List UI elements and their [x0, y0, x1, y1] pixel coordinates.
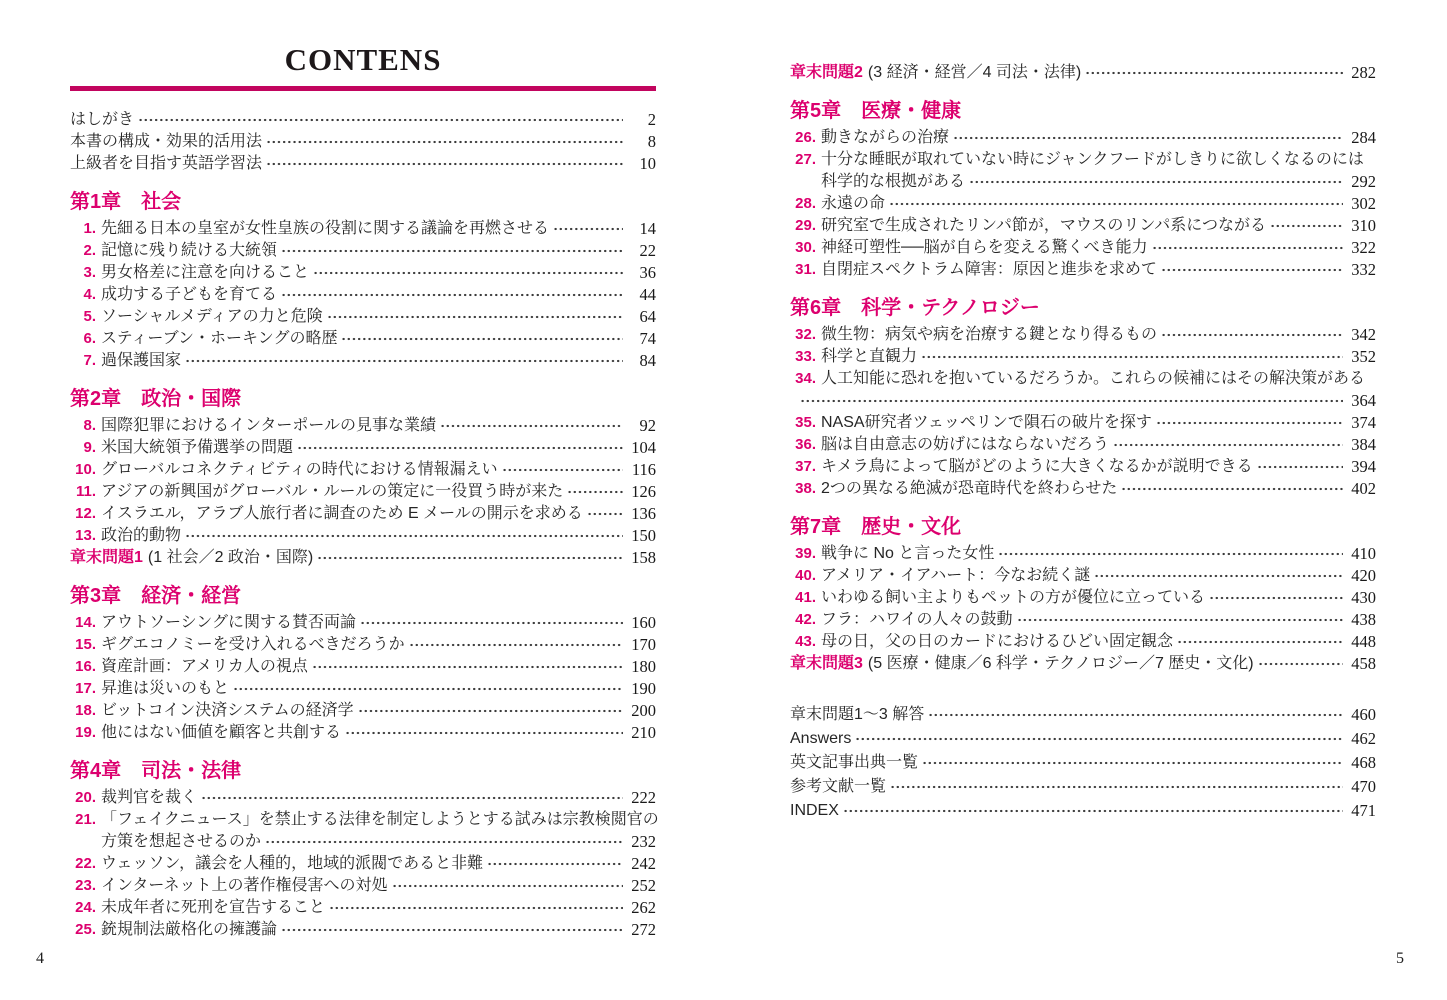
toc-entry: [790, 609, 1376, 631]
entry-number: 28.: [795, 195, 816, 212]
dot-leader: [553, 221, 623, 237]
entry-title: キメラ鳥によって脳がどのように大きくなるかが説明できる: [821, 458, 1253, 475]
entry-number: 41.: [795, 589, 816, 606]
entry-title: 記憶に残り続ける大統領: [101, 242, 278, 259]
toc-entry: [70, 109, 656, 131]
dot-leader: [185, 353, 623, 369]
dot-leader: [855, 731, 1343, 747]
entry-number: 10.: [75, 461, 96, 478]
entry-number: 24.: [75, 899, 96, 916]
dot-leader: [1161, 262, 1343, 278]
dot-leader: [345, 725, 623, 741]
entry-title: いわゆる飼い主よりもペットの方が優位に立っている: [821, 589, 1206, 606]
entry-page-number: 10: [639, 154, 656, 173]
entry-title: 神経可塑性──脳が自らを変える驚くべき能力: [821, 239, 1148, 256]
entry-title: 脳は自由意志の妨げにはならないだろう: [821, 436, 1110, 453]
chapter-section: [70, 583, 656, 744]
entry-number: 12.: [75, 505, 96, 522]
dot-leader: [1209, 590, 1343, 606]
entry-number: 25.: [75, 921, 96, 938]
entry-page-number: 222: [631, 788, 656, 807]
entry-title: 動きながらの治療: [821, 129, 950, 146]
toc-entry: [790, 703, 1376, 727]
toc-entry: [70, 437, 656, 459]
dot-leader: [358, 703, 623, 719]
dot-leader: [1257, 459, 1343, 475]
toc-entry: [70, 656, 656, 678]
dot-leader: [297, 440, 623, 456]
entry-number: 15.: [75, 636, 96, 653]
toc-entry: [70, 875, 656, 897]
entry-title: 成功する子どもを育てる: [101, 286, 278, 303]
plain-section: [790, 62, 1376, 84]
dot-leader: [953, 130, 1343, 146]
dot-leader: [502, 462, 623, 478]
entry-page-number: 394: [1351, 457, 1376, 476]
dot-leader: [889, 196, 1343, 212]
entry-title: 母の日，父の日のカードにおけるひどい固定観念: [821, 633, 1174, 650]
entry-number: 35.: [795, 414, 816, 431]
chapter-heading: 第2章 政治・国際: [70, 388, 242, 410]
dot-leader: [281, 287, 623, 303]
chapter-heading: 第1章 社会: [70, 191, 182, 213]
toc-entry: [70, 787, 656, 809]
dot-leader: [1094, 568, 1343, 584]
toc-entry: [70, 897, 656, 919]
dot-leader: [1177, 634, 1343, 650]
entry-page-number: 342: [1351, 325, 1376, 344]
dot-leader: [1017, 612, 1343, 628]
entry-page-number: 310: [1351, 216, 1376, 235]
entry-page-number: 374: [1351, 413, 1376, 432]
entry-title: 戦争に No と言った女性: [821, 545, 995, 562]
entry-title: フラ：ハワイの人々の鼓動: [821, 611, 1013, 628]
entry-page-number: 158: [631, 548, 656, 567]
entry-number: 5.: [83, 308, 96, 325]
entry-title: 科学的な根拠がある: [821, 173, 966, 190]
dot-leader: [327, 309, 623, 325]
entry-number: 17.: [75, 680, 96, 697]
dot-leader: [312, 659, 623, 675]
entry-page-number: 180: [631, 657, 656, 676]
entry-number: 4.: [83, 286, 96, 303]
toc-entry: [70, 153, 656, 175]
entry-title: 研究室で生成されたリンパ節が，マウスのリンパ系につながる: [821, 217, 1266, 234]
toc-entry: [70, 240, 656, 262]
contents-title: CONTENS: [284, 42, 442, 77]
entry-number: 21.: [75, 811, 96, 828]
toc-entry: [70, 809, 659, 831]
toc-entry: [790, 149, 1376, 171]
entry-title: (1 社会／2 政治・国際): [147, 549, 314, 566]
entry-title: NASA研究者ツェッペリンで隕石の破片を探す: [821, 414, 1152, 431]
dot-leader: [1258, 656, 1343, 672]
toc-entry: [790, 653, 1376, 675]
entry-page-number: 448: [1351, 632, 1376, 651]
special-entry-label: 章末問題2: [790, 64, 863, 81]
toc-entry: [790, 259, 1376, 281]
entry-number: 40.: [795, 567, 816, 584]
toc-entry: [70, 415, 656, 437]
entry-number: 43.: [795, 633, 816, 650]
toc-entry: [790, 127, 1376, 149]
toc-entry: [70, 284, 656, 306]
entry-title: 上級者を目指す英語学習法: [70, 155, 263, 172]
entry-title: 科学と直観力: [821, 348, 918, 365]
entry-title: 男女格差に注意を向けること: [101, 264, 310, 281]
toc-entry: [790, 751, 1376, 775]
left-page-content: [70, 109, 659, 941]
entry-page-number: 44: [639, 285, 656, 304]
entry-page-number: 210: [631, 723, 656, 742]
chapter-section: [70, 386, 656, 569]
entry-number: 29.: [795, 217, 816, 234]
toc-entry: [70, 722, 656, 744]
dot-leader: [440, 418, 623, 434]
dot-leader: [313, 265, 623, 281]
dot-leader: [1085, 65, 1343, 81]
entry-title: ソーシャルメディアの力と危険: [101, 308, 323, 325]
entry-page-number: 284: [1351, 128, 1376, 147]
chapter-heading: 第3章 経済・経営: [70, 585, 242, 607]
entry-page-number: 430: [1351, 588, 1376, 607]
toc-entry-continuation: [790, 390, 1376, 412]
title-rule-divider: [70, 86, 656, 91]
toc-entry: [70, 218, 656, 240]
entry-page-number: 410: [1351, 544, 1376, 563]
entry-number: 9.: [83, 439, 96, 456]
entry-page-number: 470: [1351, 777, 1376, 796]
entry-title: 先細る日本の皇室が女性皇族の役割に関する議論を再燃させる: [101, 220, 550, 237]
entry-title: 十分な睡眠が取れていない時にジャンクフードがしきりに欲しくなるのには: [821, 151, 1364, 168]
toc-entry: [790, 478, 1376, 500]
entry-page-number: 282: [1351, 63, 1376, 82]
entry-page-number: 420: [1351, 566, 1376, 585]
entry-number: 34.: [795, 370, 816, 387]
entry-number: 19.: [75, 724, 96, 741]
dot-leader: [409, 637, 623, 653]
dot-leader: [281, 922, 623, 938]
entry-title: 本書の構成・効果的活用法: [70, 133, 263, 150]
entry-page-number: 160: [631, 613, 656, 632]
entry-number: 14.: [75, 614, 96, 631]
entry-number: 39.: [795, 545, 816, 562]
toc-entry: [70, 503, 656, 525]
dot-leader: [487, 856, 623, 872]
entry-page-number: 462: [1351, 729, 1376, 748]
toc-entry: [790, 456, 1376, 478]
left-folio-page-number: 4: [36, 950, 44, 967]
entry-title: アメリア・イアハート：今なお続く謎: [821, 567, 1091, 584]
entry-number: 27.: [795, 151, 816, 168]
entry-page-number: 104: [631, 438, 656, 457]
entry-number: 32.: [795, 326, 816, 343]
entry-number: 6.: [83, 330, 96, 347]
toc-entry: [790, 237, 1376, 259]
toc-entry: [790, 412, 1376, 434]
entry-page-number: 292: [1351, 172, 1376, 191]
entry-page-number: 471: [1351, 801, 1376, 820]
toc-entry: [790, 215, 1376, 237]
dot-leader: [341, 331, 623, 347]
entry-title: 永遠の命: [821, 195, 886, 212]
toc-entry: [790, 565, 1376, 587]
toc-entry-continuation: [70, 831, 656, 853]
toc-entry: [70, 853, 656, 875]
chapter-heading: 第7章 歴史・文化: [790, 516, 962, 538]
entry-number: 13.: [75, 527, 96, 544]
dot-leader: [1270, 218, 1343, 234]
entry-number: 22.: [75, 855, 96, 872]
entry-page-number: 262: [631, 898, 656, 917]
back-section: [790, 703, 1376, 823]
toc-entry: [790, 62, 1376, 84]
dot-leader: [138, 112, 623, 128]
entry-title: アウトソーシングに関する賛否両論: [101, 614, 356, 631]
chapter-section: [790, 514, 1376, 675]
toc-entry: [70, 328, 656, 350]
right-page-content: [790, 62, 1376, 823]
entry-page-number: 232: [631, 832, 656, 851]
toc-entry: [790, 587, 1376, 609]
entry-page-number: 302: [1351, 194, 1376, 213]
entry-title: 自閉症スペクトラム障害：原因と進歩を求めて: [821, 261, 1157, 278]
entry-title: イスラエル，アラブ人旅行者に調査のため E メールの開示を求める: [101, 505, 583, 522]
toc-entry: [70, 306, 656, 328]
entry-page-number: 92: [639, 416, 656, 435]
chapter-heading: 第6章 科学・テクノロジー: [790, 297, 1040, 319]
dot-leader: [969, 174, 1343, 190]
entry-page-number: 322: [1351, 238, 1376, 257]
dot-leader: [998, 546, 1343, 562]
chapter-section: [70, 758, 659, 941]
dot-leader: [233, 681, 623, 697]
toc-entry: [790, 346, 1376, 368]
entry-page-number: 84: [639, 351, 656, 370]
entry-title: ギグエコノミーを受け入れるべきだろうか: [101, 636, 405, 653]
dot-leader: [360, 615, 623, 631]
left-page: [70, 0, 659, 1000]
toc-entry: [790, 324, 1376, 346]
entry-page-number: 272: [631, 920, 656, 939]
entry-number: 20.: [75, 789, 96, 806]
chapter-heading: 第4章 司法・法律: [70, 760, 242, 782]
entry-page-number: 22: [639, 241, 656, 260]
toc-entry: [790, 799, 1376, 823]
toc-entry: [70, 481, 656, 503]
entry-number: 11.: [75, 483, 96, 500]
entry-title: 国際犯罪におけるインターポールの見事な業績: [101, 417, 437, 434]
dot-leader: [587, 506, 623, 522]
entry-title: ビットコイン決済システムの経済学: [101, 702, 354, 719]
entry-page-number: 200: [631, 701, 656, 720]
entry-page-number: 74: [639, 329, 656, 348]
entry-title: 英文記事出典一覧: [790, 754, 919, 771]
entry-title: 政治的動物: [101, 527, 182, 544]
chapter-section: [790, 295, 1376, 500]
dot-leader: [266, 156, 623, 172]
entry-page-number: 8: [647, 132, 656, 151]
toc-entry: [70, 525, 656, 547]
entry-title: はしがき: [70, 111, 135, 128]
entry-title: 未成年者に死刑を宣告すること: [101, 899, 326, 916]
entry-title: 方策を想起させるのか: [101, 833, 262, 850]
entry-page-number: 384: [1351, 435, 1376, 454]
entry-number: 42.: [795, 611, 816, 628]
dot-leader: [329, 900, 623, 916]
entry-number: 1.: [83, 220, 96, 237]
entry-page-number: 364: [1351, 391, 1376, 410]
right-page: [790, 0, 1376, 1000]
entry-title: 昇進は災いのもと: [101, 680, 230, 697]
toc-entry: [790, 775, 1376, 799]
entry-title: Answers: [790, 730, 852, 747]
dot-leader: [1152, 240, 1343, 256]
toc-entry: [70, 919, 656, 941]
dot-leader: [843, 803, 1343, 819]
dot-leader: [1121, 481, 1343, 497]
entry-title: 米国大統領予備選挙の問題: [101, 439, 294, 456]
chapter-section: [790, 98, 1376, 281]
dot-leader: [1156, 415, 1343, 431]
toc-entry: [70, 547, 656, 569]
dot-leader: [1161, 327, 1343, 343]
entry-number: 33.: [795, 348, 816, 365]
toc-entry: [790, 193, 1376, 215]
dot-leader: [921, 349, 1343, 365]
entry-page-number: 460: [1351, 705, 1376, 724]
entry-number: 30.: [795, 239, 816, 256]
entry-title: 資産計画：アメリカ人の視点: [101, 658, 308, 675]
toc-entry: [790, 543, 1376, 565]
entry-title: アジアの新興国がグローバル・ルールの策定に一役買う時が来た: [101, 483, 564, 500]
entry-page-number: 150: [631, 526, 656, 545]
entry-title: 参考文献一覧: [790, 778, 887, 795]
chapter-heading: 第5章 医療・健康: [790, 100, 962, 122]
entry-number: 37.: [795, 458, 816, 475]
entry-page-number: 14: [639, 219, 656, 238]
entry-title: インターネット上の著作権侵害への対処: [101, 877, 388, 894]
entry-page-number: 332: [1351, 260, 1376, 279]
entry-number: 23.: [75, 877, 96, 894]
entry-title: 「フェイクニュース」を禁止する法律を制定しようとする試みは宗教検閲官の: [101, 811, 659, 828]
entry-page-number: 458: [1351, 654, 1376, 673]
toc-entry: [790, 434, 1376, 456]
entry-page-number: 64: [639, 307, 656, 326]
entry-number: 38.: [795, 480, 816, 497]
special-entry-label: 章末問題1: [70, 549, 143, 566]
front-section: [70, 109, 656, 175]
entry-title: 裁判官を裁く: [101, 789, 198, 806]
dot-leader: [928, 707, 1343, 723]
entry-page-number: 438: [1351, 610, 1376, 629]
dot-leader: [317, 550, 623, 566]
entry-number: 3.: [83, 264, 96, 281]
entry-title: グローバルコネクティビティの時代における情報漏えい: [101, 461, 498, 478]
entry-title: 銃規制法厳格化の擁護論: [101, 921, 278, 938]
entry-page-number: 352: [1351, 347, 1376, 366]
entry-title: スティーブン・ホーキングの略歴: [101, 330, 338, 347]
entry-title: (5 医療・健康／6 科学・テクノロジー／7 歴史・文化): [867, 655, 1254, 672]
right-folio-page-number: 5: [1396, 950, 1404, 967]
toc-entry: [790, 727, 1376, 751]
entry-title: (3 経済・経営／4 司法・法律): [867, 64, 1082, 81]
dot-leader: [281, 243, 623, 259]
entry-number: 16.: [75, 658, 96, 675]
entry-number: 8.: [83, 417, 96, 434]
dot-leader: [392, 878, 623, 894]
dot-leader: [201, 790, 623, 806]
entry-page-number: 468: [1351, 753, 1376, 772]
entry-page-number: 116: [631, 460, 656, 479]
toc-entry: [70, 678, 656, 700]
entry-page-number: 170: [631, 635, 656, 654]
toc-entry-continuation: [790, 171, 1376, 193]
entry-page-number: 126: [631, 482, 656, 501]
entry-number: 31.: [795, 261, 816, 278]
toc-entry: [70, 634, 656, 656]
dot-leader: [266, 134, 623, 150]
toc-entry: [70, 350, 656, 372]
entry-page-number: 402: [1351, 479, 1376, 498]
dot-leader: [922, 755, 1343, 771]
chapter-section: [70, 189, 656, 372]
entry-title: 2つの異なる絶滅が恐竜時代を終わらせた: [821, 480, 1118, 497]
special-entry-label: 章末問題3: [790, 655, 863, 672]
dot-leader: [185, 528, 623, 544]
entry-number: 7.: [83, 352, 96, 369]
entry-title: 過保護国家: [101, 352, 182, 369]
dot-leader: [567, 484, 623, 500]
entry-page-number: 252: [631, 876, 656, 895]
entry-page-number: 36: [639, 263, 656, 282]
entry-number: 26.: [795, 129, 816, 146]
entry-page-number: 242: [631, 854, 656, 873]
entry-title: 人工知能に恐れを抱いているだろうか。これらの候補にはその解決策がある: [821, 370, 1366, 387]
entry-page-number: 2: [647, 110, 656, 129]
dot-leader: [1113, 437, 1343, 453]
toc-entry: [70, 700, 656, 722]
toc-entry: [70, 131, 656, 153]
entry-page-number: 136: [631, 504, 656, 523]
toc-entry: [70, 459, 656, 481]
toc-entry: [790, 631, 1376, 653]
toc-entry: [70, 612, 656, 634]
toc-entry: [70, 262, 656, 284]
entry-number: 18.: [75, 702, 96, 719]
entry-title: 微生物：病気や病を治療する鍵となり得るもの: [821, 326, 1158, 343]
entry-title: 章末問題1〜3 解答: [790, 706, 925, 723]
entry-title: 他にはない価値を顧客と共創する: [101, 724, 342, 741]
entry-number: 2.: [83, 242, 96, 259]
entry-page-number: 190: [631, 679, 656, 698]
toc-entry: [790, 368, 1376, 390]
entry-number: 36.: [795, 436, 816, 453]
dot-leader: [890, 779, 1343, 795]
entry-title: INDEX: [790, 802, 839, 819]
dot-leader: [265, 834, 623, 850]
dot-leader: [800, 393, 1343, 409]
entry-title: ウェッソン，議会を人種的，地域的派閥であると非難: [101, 855, 484, 872]
